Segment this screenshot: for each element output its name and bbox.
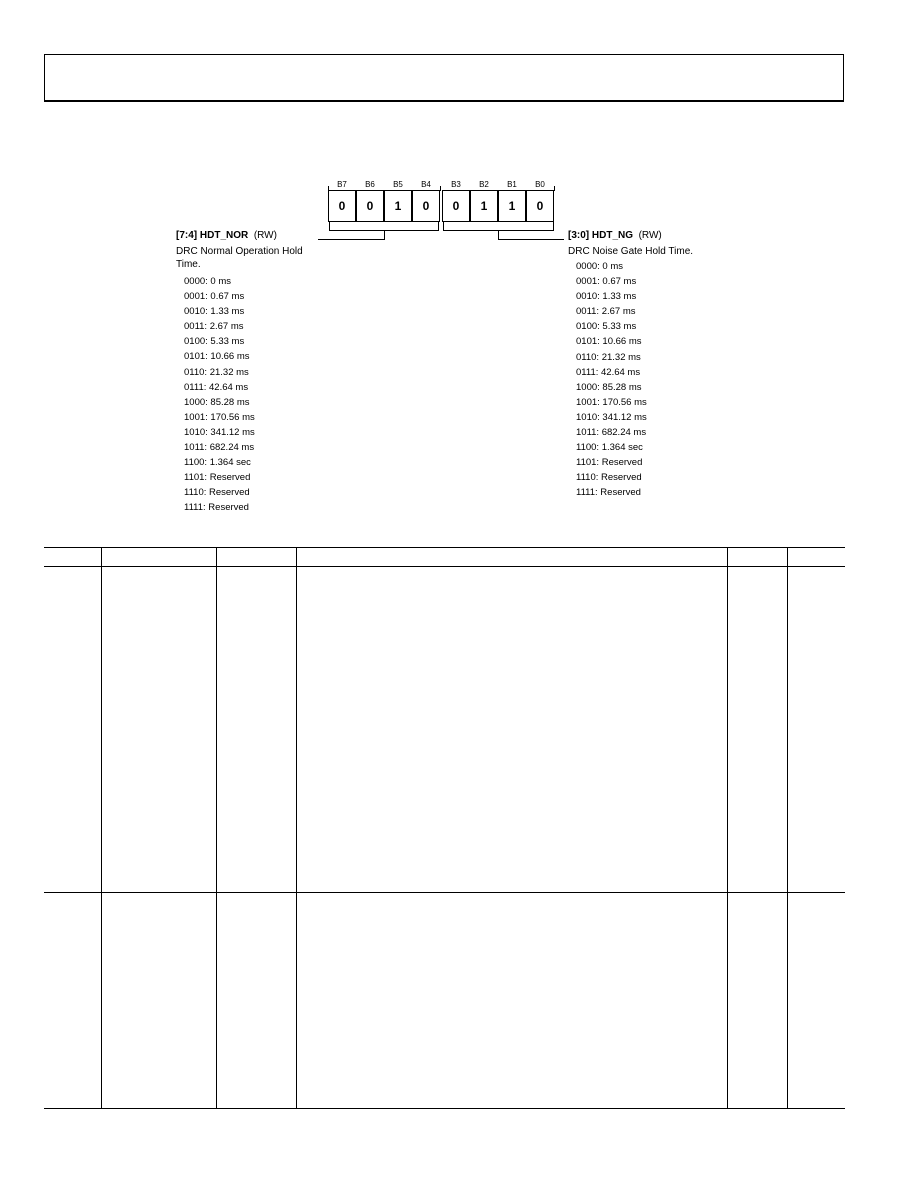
bit-cell-b4: 0 <box>412 190 440 222</box>
page-header-box <box>44 54 844 102</box>
option-item: 1101: Reserved <box>184 472 251 484</box>
option-item: 1001: 170.56 ms <box>576 396 647 408</box>
connector-left-field <box>318 239 385 240</box>
table-cell <box>101 567 216 893</box>
bit-label-b0: B0 <box>535 180 545 189</box>
bit-cell-b6: 0 <box>356 190 384 222</box>
option-item: 0110: 21.32 ms <box>576 351 641 363</box>
bit-cell-b5: 1 <box>384 190 412 222</box>
option-item: 0011: 2.67 ms <box>576 306 636 318</box>
option-item: 0111: 42.64 ms <box>576 366 641 378</box>
option-item: 0101: 10.66 ms <box>576 336 642 348</box>
option-item: 1010: 341.12 ms <box>184 426 255 438</box>
option-item: 1100: 1.364 sec <box>184 457 251 469</box>
field-bits: [3:0] <box>568 230 590 241</box>
table-header-cell <box>727 548 788 567</box>
table-header-cell <box>44 548 101 567</box>
option-item: 1011: 682.24 ms <box>576 427 647 439</box>
field-access: (RW) <box>638 230 662 241</box>
bit-cell-b0: 0 <box>526 190 554 222</box>
option-item: 0100: 5.33 ms <box>184 336 245 348</box>
option-item: 0100: 5.33 ms <box>576 321 637 333</box>
field-description-hdt-nor: DRC Normal Operation Hold Time. <box>176 246 303 270</box>
option-item: 1111: Reserved <box>184 502 249 514</box>
option-item: 1110: Reserved <box>184 487 250 499</box>
table-cell <box>44 893 101 1109</box>
table-header-cell <box>101 548 216 567</box>
bit-label-b4: B4 <box>421 180 431 189</box>
option-item: 0110: 21.32 ms <box>184 366 249 378</box>
table-cell <box>216 893 297 1109</box>
table-cell <box>297 567 727 893</box>
option-item: 0011: 2.67 ms <box>184 321 244 333</box>
option-list-hdt-nor <box>184 274 255 516</box>
option-item: 0000: 0 ms <box>576 261 623 272</box>
table-row <box>44 893 845 1109</box>
table-cell <box>788 567 845 893</box>
option-item: 0000: 0 ms <box>184 276 231 287</box>
option-item: 0010: 1.33 ms <box>576 291 637 303</box>
option-item: 1100: 1.364 sec <box>576 442 643 454</box>
option-item: 1000: 85.28 ms <box>184 396 250 408</box>
table-header-cell <box>788 548 845 567</box>
field-heading-hdt-nor <box>176 230 277 242</box>
bit-tick <box>554 186 555 191</box>
field-name: HDT_NOR <box>199 230 249 241</box>
table-cell <box>727 893 788 1109</box>
option-item: 0001: 0.67 ms <box>576 276 637 288</box>
table-cell <box>44 567 101 893</box>
table-cell <box>788 893 845 1109</box>
option-item: 1011: 682.24 ms <box>184 442 255 454</box>
bit-label-b3: B3 <box>451 180 461 189</box>
bit-cell-b3: 0 <box>442 190 470 222</box>
bit-label-b1: B1 <box>507 180 517 189</box>
table-header-cell <box>297 548 727 567</box>
option-item: 0111: 42.64 ms <box>184 381 249 393</box>
bit-label-b6: B6 <box>365 180 375 189</box>
field-description-hdt-ng: DRC Noise Gate Hold Time. <box>568 246 694 257</box>
bit-tick <box>440 186 441 191</box>
option-item: 1111: Reserved <box>576 487 641 499</box>
table-header-row <box>44 548 845 567</box>
table-cell <box>101 893 216 1109</box>
option-list-hdt-ng <box>576 259 647 501</box>
table-cell <box>727 567 788 893</box>
option-item: 1000: 85.28 ms <box>576 381 642 393</box>
option-item: 1010: 341.12 ms <box>576 411 647 423</box>
option-item: 1001: 170.56 ms <box>184 411 255 423</box>
bit-label-b5: B5 <box>393 180 403 189</box>
register-table <box>44 547 845 1109</box>
bit-label-b2: B2 <box>479 180 489 189</box>
field-bits: [7:4] <box>176 230 198 241</box>
field-heading-hdt-ng <box>568 230 662 242</box>
option-item: 1110: Reserved <box>576 472 642 484</box>
table-cell <box>216 567 297 893</box>
option-item: 0010: 1.33 ms <box>184 306 245 318</box>
option-item: 0101: 10.66 ms <box>184 351 250 363</box>
field-access: (RW) <box>253 230 277 241</box>
bit-cell-b7: 0 <box>328 190 356 222</box>
table-cell <box>297 893 727 1109</box>
bit-label-b7: B7 <box>337 180 347 189</box>
connector-right-field <box>498 239 564 240</box>
table-header-cell <box>216 548 297 567</box>
bit-cell-b1: 1 <box>498 190 526 222</box>
bit-cell-b2: 1 <box>470 190 498 222</box>
option-item: 0001: 0.67 ms <box>184 291 245 303</box>
option-item: 1101: Reserved <box>576 457 643 469</box>
table-row <box>44 567 845 893</box>
field-name: HDT_NG <box>591 230 634 241</box>
